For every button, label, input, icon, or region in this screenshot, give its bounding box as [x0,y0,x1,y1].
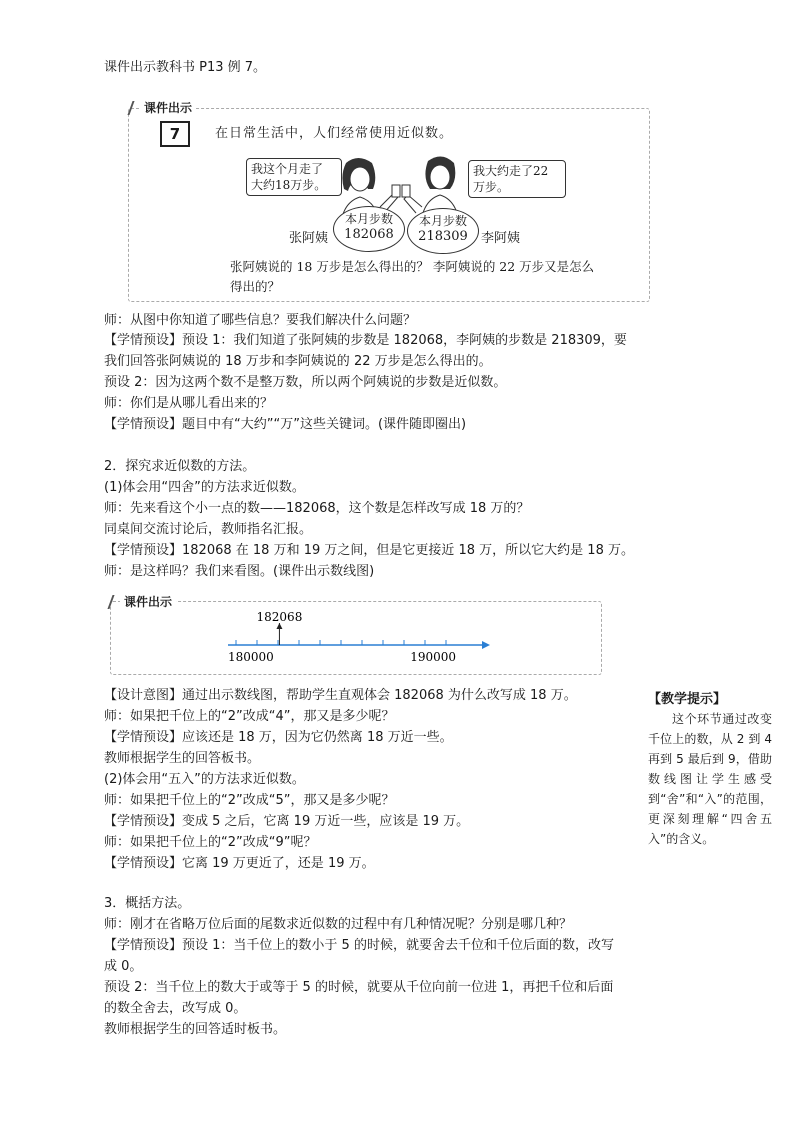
bubble-right-line-2: 万步。 [473,180,510,194]
para1-line-2: 【学情预设】预设 1：我们知道了张阿姨的步数是 182068，李阿姨的步数是 218309，要 [104,333,627,348]
number-line-left-label: 180000 [228,650,274,664]
section2b-line-1: 【设计意图】通过出示数线图，帮助学生直观体会 182068 为什么改写成 18 万。 [104,688,577,703]
example-question-line-1: 张阿姨说的 18 万步是怎么得出的？ 李阿姨说的 22 万步又是怎么 [230,259,595,274]
para1-line-3: 我们回答张阿姨说的 18 万步和李阿姨说的 22 万步是怎么得出的。 [104,354,492,369]
name-right: 李阿姨 [481,231,521,246]
section3-line-4: 成 0。 [104,959,143,974]
para1-line-4: 预设 2：因为这两个数不是整万数，所以两个阿姨说的步数是近似数。 [104,375,507,390]
section2-line-3: 师：先来看这个小一点的数——182068，这个数是怎样改写成 18 万的？ [104,501,530,516]
section3-line-1: 3．概括方法。 [104,896,191,911]
section2b-line-9: 【学情预设】它离 19 万更近了，还是 19 万。 [104,856,375,871]
section3-line-5: 预设 2：当千位上的数大于或等于 5 的时候，就要从千位向前一位进 1，再把千位和后面 [104,980,614,995]
section3-line-3: 【学情预设】预设 1：当千位上的数小于 5 的时候，就要舍去千位和千位后面的数，改写 [104,938,614,953]
oval-right-value: 218309 [418,229,468,244]
para1-line-5: 师：你们是从哪儿看出来的？ [104,396,274,411]
intro-line: 课件出示教科书 P13 例 7。 [104,60,267,75]
section3-line-7: 教师根据学生的回答适时板书。 [104,1022,287,1037]
section2-line-5: 【学情预设】182068 在 18 万和 19 万之间，但是它更接近 18 万，所以它大约是 18 万。 [104,543,634,558]
oval-left-value: 182068 [344,227,394,242]
section2b-line-5: (2)体会用“五入”的方法求近似数。 [104,772,305,787]
section2b-line-2: 师：如果把千位上的“2”改成“4”，那又是多少呢？ [104,709,395,724]
section2-line-6: 师：是这样吗？我们来看图。(课件出示数线图) [104,564,375,579]
section2b-line-4: 教师根据学生的回答板书。 [104,751,261,766]
section2b-line-7: 【学情预设】变成 5 之后，它离 19 万近一些，应该是 19 万。 [104,814,470,829]
speech-bubble-right [468,160,566,198]
para1-line-6: 【学情预设】题目中有“大约”“万”这些关键词。(课件随即圈出) [104,417,467,432]
example-caption: 在日常生活中，人们经常使用近似数。 [215,126,454,141]
section2b-line-8: 师：如果把千位上的“2”改成“9”呢？ [104,835,317,850]
section3-line-6: 的数全舍去，改写成 0。 [104,1001,247,1016]
teaching-tip-body: 这个环节通过改变千位上的数，从 2 到 4 再到 5 最后到 9，借助数线图让学生感受到“舍”和“入”的范围，更深刻理解“四舍五入”的含义。 [648,712,772,846]
section2-line-1: 2．探究求近似数的方法。 [104,459,256,474]
teaching-tip [648,688,772,849]
step-count-oval-right [407,208,479,254]
oval-right-title: 本月步数 [418,214,467,228]
step-count-oval-left [333,206,405,252]
example-question-line-2: 得出的？ [230,279,281,294]
section2-line-4: 同桌间交流讨论后，教师指名汇报。 [104,522,313,537]
bubble-left-line-1: 我这个月走了 [251,162,324,176]
section2-line-2: (1)体会用“四舍”的方法求近似数。 [104,480,305,495]
oval-left-title: 本月步数 [344,212,393,226]
para1-line-1: 师：从图中你知道了哪些信息？要我们解决什么问题？ [104,313,417,328]
number-line-slide-label: 课件出示 [120,593,176,610]
bubble-left-line-2: 大约18万步。 [251,178,327,192]
bubble-right-line-1: 我大约走了22 [473,164,549,178]
section2b-line-3: 【学情预设】应该还是 18 万，因为它仍然离 18 万近一些。 [104,730,453,745]
section3-line-2: 师：刚才在省略万位后面的尾数求近似数的过程中有几种情况呢？分别是哪几种？ [104,917,573,932]
number-line-right-label: 190000 [410,650,456,664]
section2b-line-6: 师：如果把千位上的“2”改成“5”，那又是多少呢？ [104,793,395,808]
marker-label: 182068 [256,610,303,624]
teaching-tip-title: 【教学提示】 [648,692,727,707]
name-left: 张阿姨 [289,231,329,246]
example-number: 7 [160,121,190,147]
slide-label: 课件出示 [140,99,196,116]
number-line [110,601,600,673]
